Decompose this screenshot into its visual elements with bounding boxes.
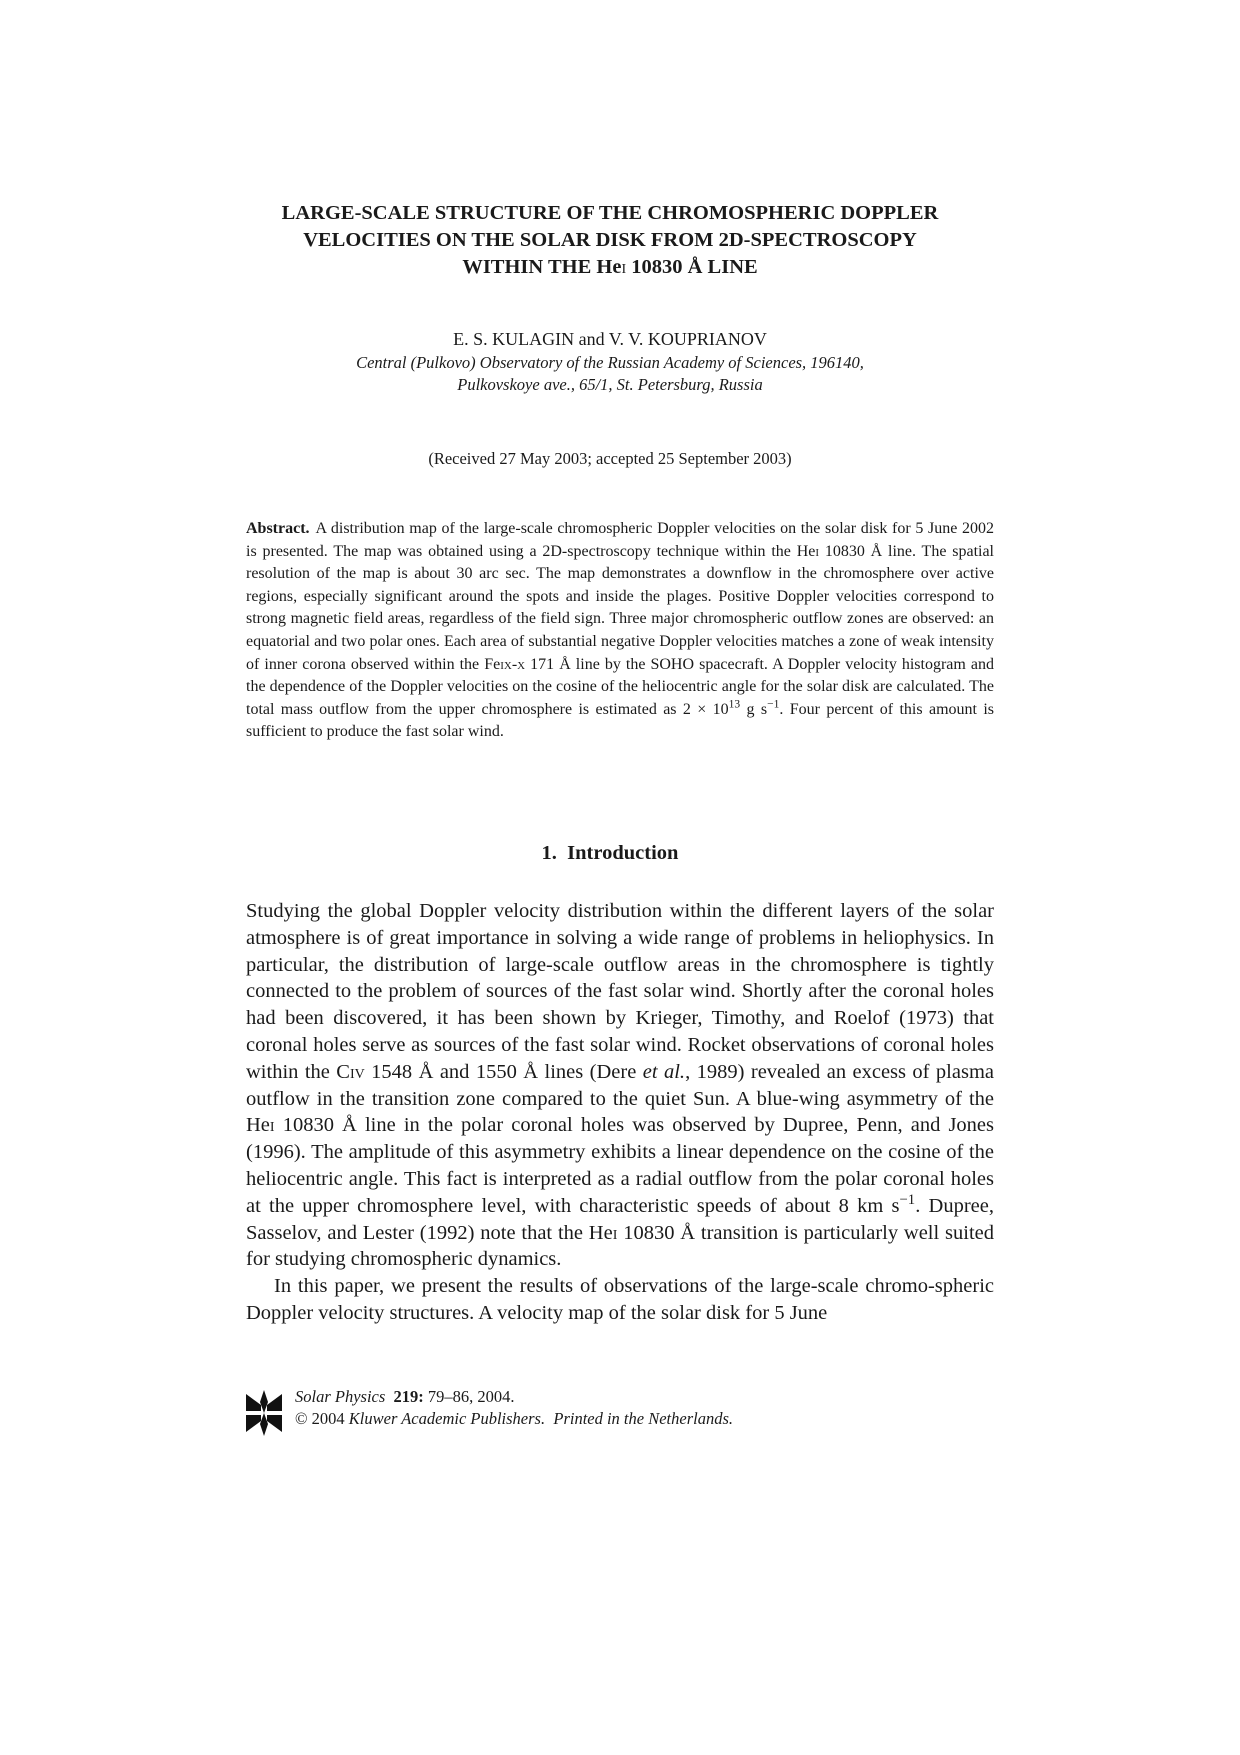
publisher-logo-icon <box>246 1390 282 1436</box>
abstract <box>246 518 994 744</box>
publisher-name: Kluwer Academic Publishers. <box>348 1409 546 1428</box>
title-line-3-end: 10830 Å LINE <box>626 256 758 278</box>
journal-name: Solar Physics <box>295 1387 386 1406</box>
title-line-3-start: WITHIN THE He <box>462 256 622 278</box>
abstract-text-4: g s <box>740 700 768 718</box>
intro-text-f: 10830 Å transition is particularly well suited for studying chromospheric dynamics. <box>246 1221 994 1271</box>
journal-pages: 79–86, 2004. <box>427 1387 515 1406</box>
printed-in: Printed in the Netherlands. <box>553 1409 734 1428</box>
footer-citation <box>295 1386 733 1408</box>
intro-text-e: . Dupree, Sasselov, and Lester (1992) note that the He <box>246 1194 994 1244</box>
title-line-2: VELOCITIES ON THE SOLAR DISK FROM 2D-SPECTROSCOPY <box>303 229 917 251</box>
intro-et-al: et al. <box>642 1060 686 1083</box>
intro-ion-3: i <box>612 1221 618 1244</box>
journal-volume: 219: <box>393 1387 424 1406</box>
abstract-exponent-2: −1 <box>767 698 780 711</box>
affiliation <box>230 352 990 396</box>
footer-copyright <box>295 1408 733 1430</box>
section-number: 1. <box>541 842 557 864</box>
abstract-text-5: . Four percent of this amount is sufficient to produce the fast solar wind. <box>246 700 994 741</box>
abstract-text-2: 10830 Å line. The spatial resolution of the map is about 30 arc sec. The map demonstrates a downflow in the chromosphere over active regions, especially significant around the spots and inside the plages. Positive Doppler velocities correspond to strong magnetic field areas, regardless of the field sign. Three major chromospheric outflow zones are observed: an equatorial and two polar ones. Each area of substantial negative Doppler velocities matches a zone of weak intensity of inner corona observed within the Fe <box>246 542 995 673</box>
footer-text <box>295 1386 733 1430</box>
journal-footer <box>246 1386 994 1446</box>
abstract-label: Abstract. <box>246 520 310 537</box>
intro-exponent: −1 <box>899 1191 916 1208</box>
abstract-text-3: 171 Å line by the SOHO spacecraft. A Doppler velocity histogram and the dependence of the Doppler velocities on the cosine of the heliocentric angle for the solar disk are calculated. The total mass outflow from the upper chromosphere is estimated as 2 × 10 <box>246 655 995 718</box>
intro-text-a: Studying the global Doppler velocity distribution within the different layers of the solar atmosphere is of great importance in solving a wide range of problems in heliophysics. In particular, the distribution of large-scale outflow areas in the chromosphere is tightly connected to the problem of sources of the fast solar wind. Shortly after the coronal holes had been discovered, it has been shown by Krieger, Timothy, and Roelof (1973) that coronal holes serve as sources of the fast solar wind. Rocket observations of coronal holes within the C <box>246 900 994 1083</box>
intro-text-d: 10830 Å line in the polar coronal holes was observed by Dupree, Penn, and Jones (1996). The amplitude of this asymmetry exhibits a linear dependence on the cosine of the heliocentric angle. This fact is interpreted as a radial outflow from the polar coronal holes at the upper chromosphere level, with characteristic speeds of about 8 km s <box>246 1114 994 1217</box>
abstract-text-1: A distribution map of the large-scale chromospheric Doppler velocities on the solar disk for 5 June 2002 is presented. The map was obtained using a 2D-spectroscopy technique within the He <box>246 520 994 560</box>
copyright-year: © 2004 <box>295 1409 345 1428</box>
intro-text-b: 1548 Å and 1550 Å lines (Dere <box>364 1060 643 1083</box>
intro-paragraph-1 <box>246 898 994 1273</box>
section-title: Introduction <box>567 842 679 864</box>
affiliation-line-1: Central (Pulkovo) Observatory of the Russian Academy of Sciences, 196140, <box>356 353 864 372</box>
authors: E. S. KULAGIN and V. V. KOUPRIANOV <box>453 329 767 349</box>
received-dates: (Received 27 May 2003; accepted 25 September 2003) <box>428 449 792 468</box>
title-ion-stage: i <box>621 256 627 278</box>
intro-paragraph-2: In this paper, we present the results of observations of the large-scale chromo-spheric Doppler velocity structures. A velocity map of the solar disk for 5 June <box>246 1275 994 1324</box>
intro-text-c: , 1989) revealed an excess of plasma outflow in the transition zone compared to the quiet Sun. A blue-wing asymmetry of the He <box>246 1060 994 1137</box>
abstract-exponent-1: 13 <box>728 698 741 711</box>
introduction-body <box>246 898 994 1327</box>
title-line-3 <box>230 254 990 281</box>
paper-title <box>230 200 990 281</box>
intro-ion-1: iv <box>349 1060 365 1083</box>
section-heading <box>230 840 990 866</box>
title-line-1: LARGE-SCALE STRUCTURE OF THE CHROMOSPHERIC DOPPLER <box>281 202 939 224</box>
abstract-ion-2: ix-x <box>500 655 526 673</box>
affiliation-line-2: Pulkovskoye ave., 65/1, St. Petersburg, Russia <box>457 375 763 394</box>
intro-ion-2: i <box>269 1114 275 1137</box>
abstract-ion-1: i <box>815 542 820 560</box>
